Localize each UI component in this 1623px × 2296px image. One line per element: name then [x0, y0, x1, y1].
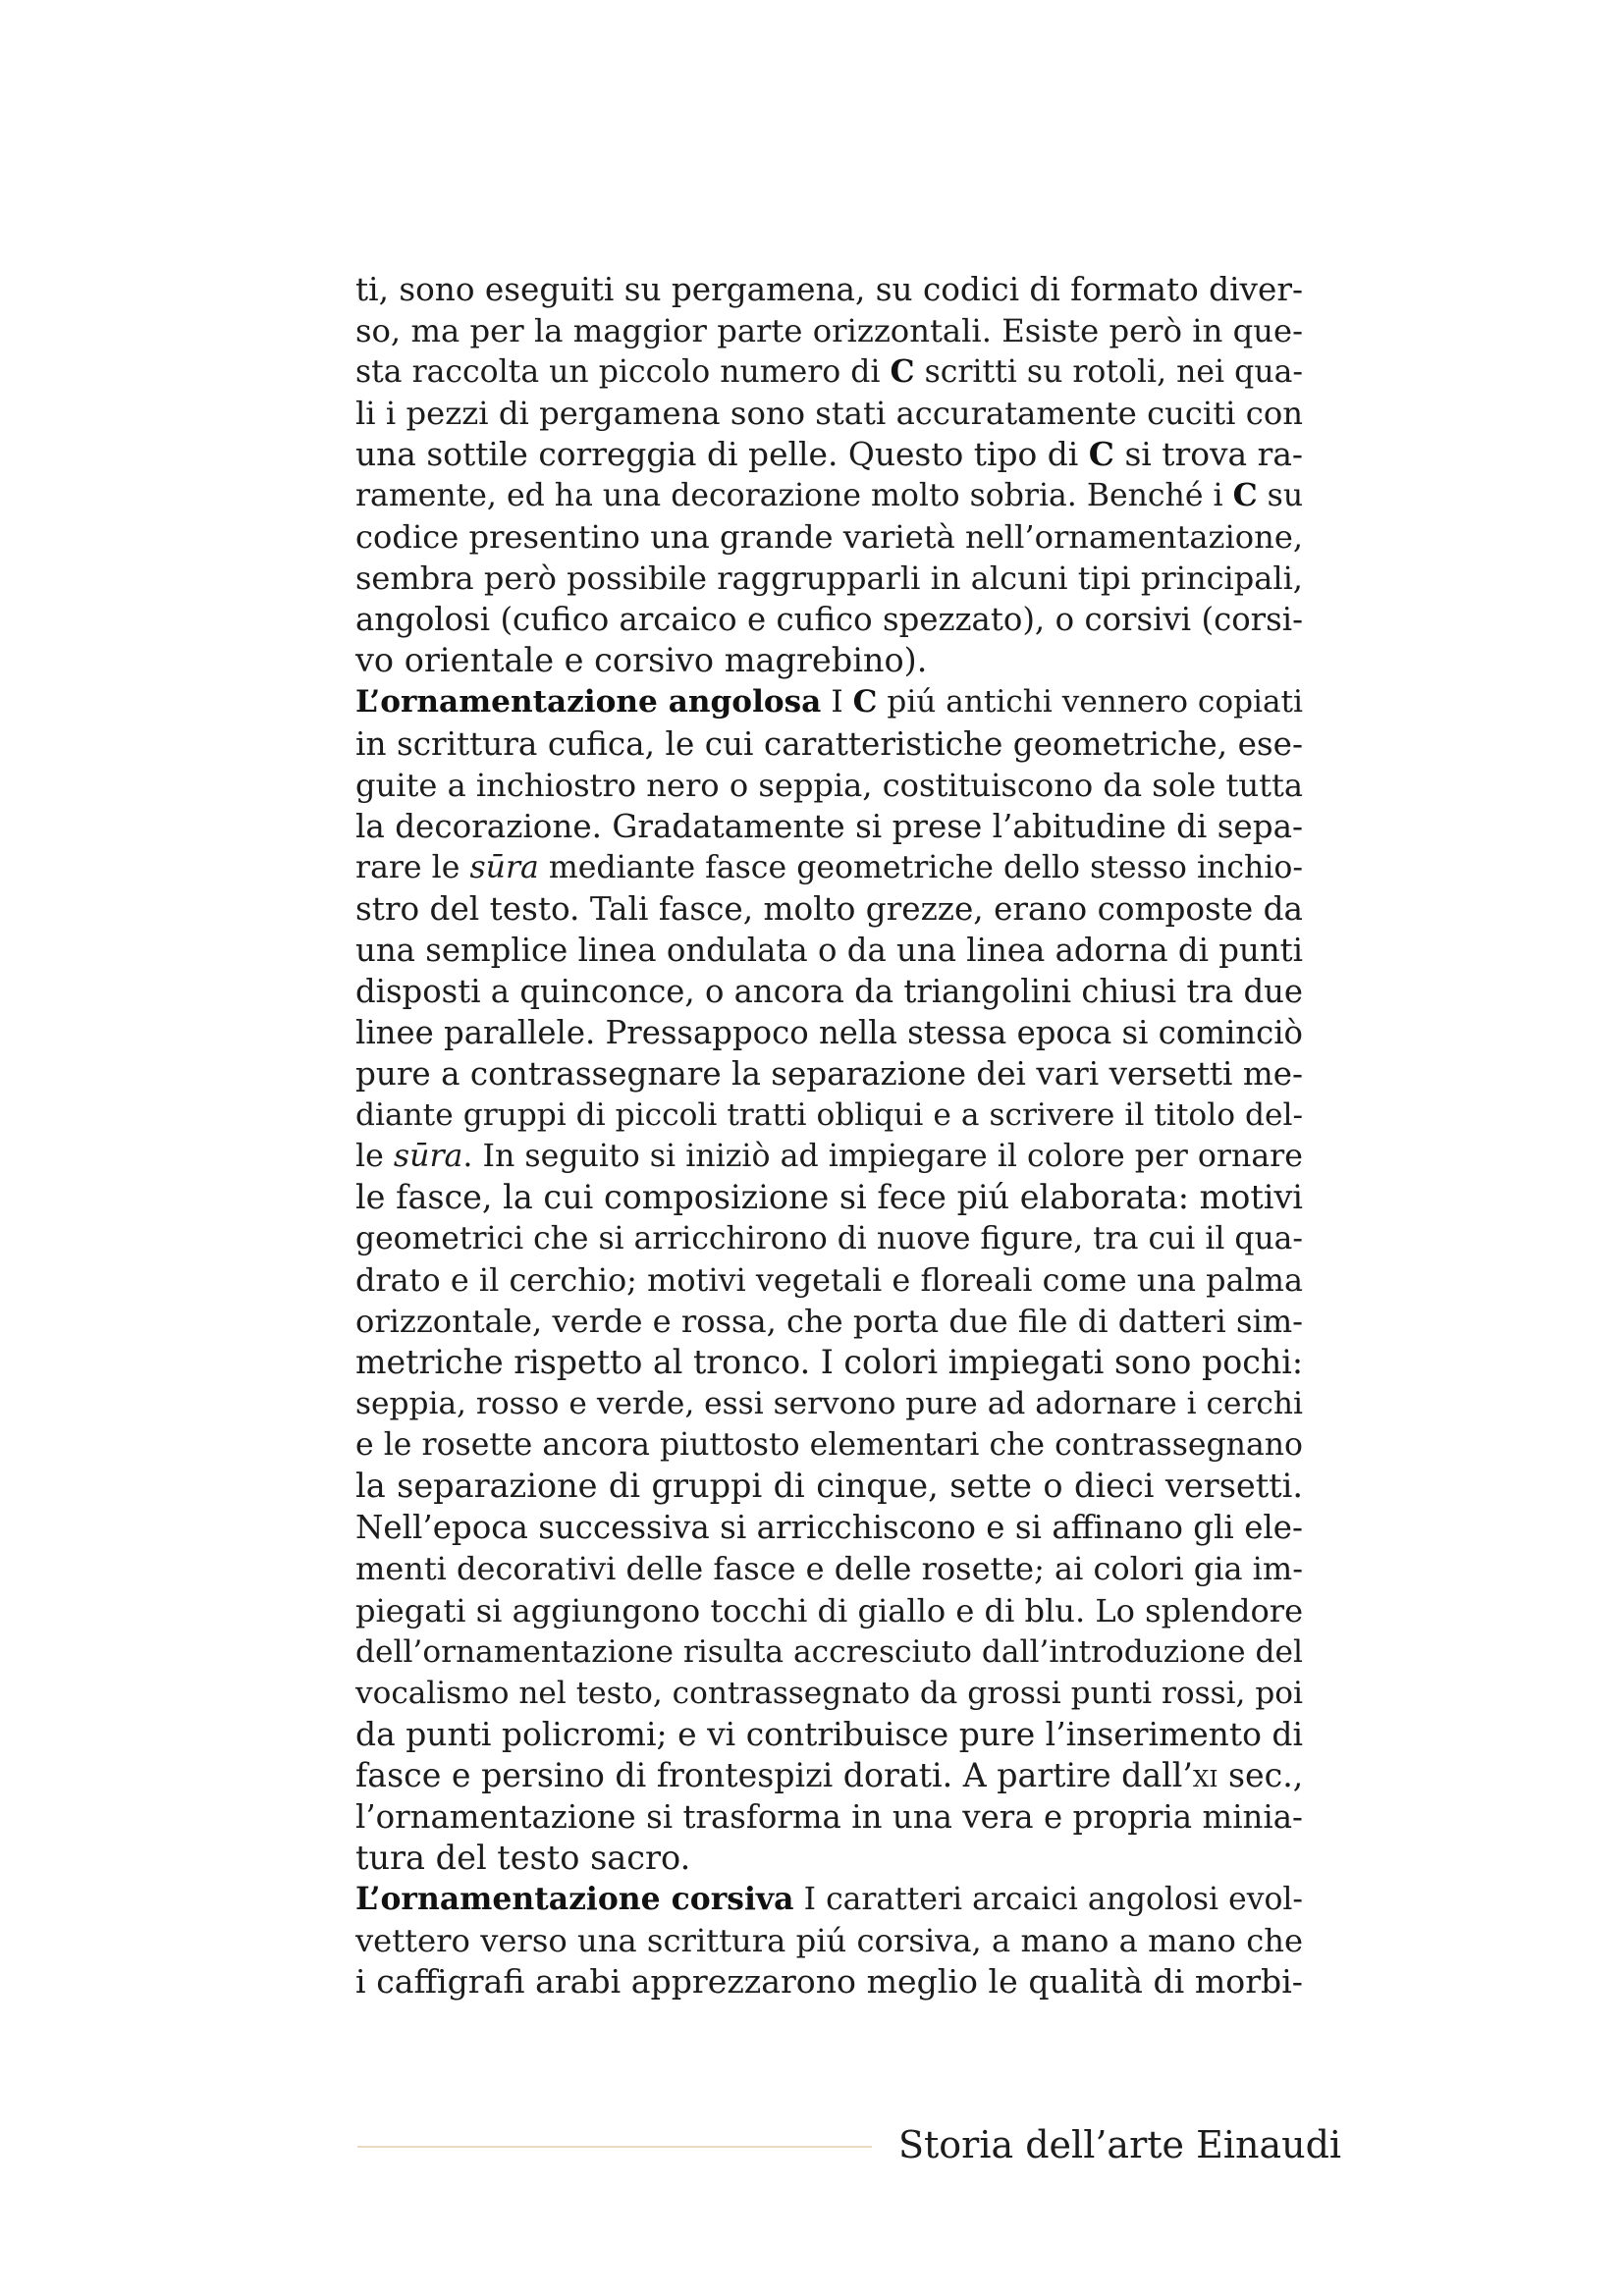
text-line: menti decorativi delle fasce e delle rosette; ai colori gia im-: [355, 1550, 1304, 1588]
text-line: guite a inchiostro nero o seppia, costituiscono da sole tutta: [355, 766, 1304, 804]
text-line: L’ornamentazione angolosa I C piú antichi vennero copiati: [355, 684, 1303, 721]
text-line: da punti policromi; e vi contribuisce pure l’inserimento di: [355, 1714, 1303, 1753]
c-abbreviation: C: [890, 353, 915, 391]
text-line: pure a contrassegnare la separazione dei vari versetti me-: [355, 1054, 1303, 1093]
footer-rule: [357, 2146, 872, 2148]
c-abbreviation: C: [852, 684, 878, 721]
text-line: Nell’epoca successiva si arricchiscono e si affinano gli ele-: [355, 1509, 1303, 1547]
section-heading-corsiva: L’ornamentazione corsiva: [355, 1881, 794, 1917]
text-line: L’ornamentazione corsiva I caratteri arcaici angolosi evol-: [355, 1881, 1304, 1917]
text-line: piegati si aggiungono tocchi di giallo e di blu. Lo splendore: [355, 1591, 1304, 1629]
text-line: i caffigrafi arabi apprezzarono meglio le qualità di morbi-: [355, 1961, 1303, 2001]
footer-publication-title: Storia dell’arte Einaudi: [898, 2123, 1342, 2166]
text-line: la separazione di gruppi di cinque, sette o dieci versetti.: [355, 1467, 1303, 1506]
text-line: una sottile correggia di pelle. Questo tipo di C si trova ra-: [355, 435, 1304, 474]
c-abbreviation: C: [1088, 435, 1114, 474]
text-line: una semplice linea ondulata o da una linea adorna di punti: [355, 931, 1303, 969]
text-line: codice presentino una grande varietà nell’ornamentazione,: [355, 518, 1304, 557]
text-line: le sūra. In seguito si iniziò ad impiegare il colore per ornare: [355, 1138, 1303, 1174]
text-line: vo orientale e corsivo magrebino).: [355, 641, 928, 680]
text-line: fasce e persino di frontespizi dorati. A partire dall’xi sec.,: [355, 1755, 1304, 1794]
text-line: so, ma per la maggior parte orizzontali. Esiste però in que-: [355, 312, 1303, 350]
text-line: seppia, rosso e verde, essi servono pure ad adornare i cerchi: [355, 1386, 1303, 1422]
text-line: disposti a quinconce, o ancora da triangolini chiusi tra due: [355, 972, 1303, 1010]
body-text: [355, 269, 1303, 2002]
text-line: dell’ornamentazione risulta accresciuto dall’introduzione del: [355, 1633, 1303, 1670]
text-line: diante gruppi di piccoli tratti obliqui e a scrivere il titolo del-: [355, 1096, 1303, 1133]
text-line: ti, sono eseguiti su pergamena, su codici di formato diver-: [355, 271, 1304, 308]
text-line: vettero verso una scrittura piú corsiva, a mano a mano che: [355, 1921, 1303, 1959]
text-line: linee parallele. Pressappoco nella stessa epoca si cominciò: [355, 1013, 1303, 1051]
text-line: tura del testo sacro.: [355, 1838, 691, 1877]
c-abbreviation: C: [1232, 477, 1258, 514]
text-line: la decorazione. Gradatamente si prese l’abitudine di sepa-: [355, 807, 1303, 845]
text-line: angolosi (cufico arcaico e cufico spezzato), o corsivi (corsi-: [355, 601, 1303, 639]
text-line: metriche rispetto al tronco. I colori impiegati sono pochi:: [355, 1343, 1304, 1382]
text-line: l’ornamentazione si trasforma in una vera e propria minia-: [355, 1797, 1303, 1836]
text-line: rare le sūra mediante fasce geometriche dello stesso inchio-: [355, 849, 1303, 885]
text-line: ramente, ed ha una decorazione molto sobria. Benché i C su: [355, 477, 1304, 514]
text-line: orizzontale, verde e rossa, che porta due file di datteri sim-: [355, 1303, 1303, 1341]
text-line: sembra però possibile raggrupparli in alcuni tipi principali,: [355, 560, 1303, 598]
text-line: geometrici che si arricchirono di nuove figure, tra cui il qua-: [355, 1221, 1303, 1257]
section-heading-angolosa: L’ornamentazione angolosa: [355, 684, 822, 721]
text-line: sta raccolta un piccolo numero di C scritti su rotoli, nei qua-: [355, 353, 1303, 391]
italic-term: sūra: [393, 1138, 463, 1174]
text-line: stro del testo. Tali fasce, molto grezze, erano composte da: [355, 889, 1303, 928]
italic-term: sūra: [469, 849, 539, 885]
text-line: vocalismo nel testo, contrassegnato da grossi punti rossi, poi: [355, 1675, 1303, 1711]
text-line: e le rosette ancora piuttosto elementari che contrassegnano: [355, 1427, 1303, 1464]
text-line: in scrittura cufica, le cui caratteristiche geometriche, ese-: [355, 724, 1303, 763]
text-line: le fasce, la cui composizione si fece piú elaborata: motivi: [355, 1178, 1303, 1217]
text-line: li i pezzi di pergamena sono stati accuratamente cuciti con: [355, 395, 1303, 433]
roman-numeral-century: xi: [1192, 1755, 1218, 1794]
text-line: drato e il cerchio; motivi vegetali e floreali come una palma: [355, 1261, 1303, 1300]
